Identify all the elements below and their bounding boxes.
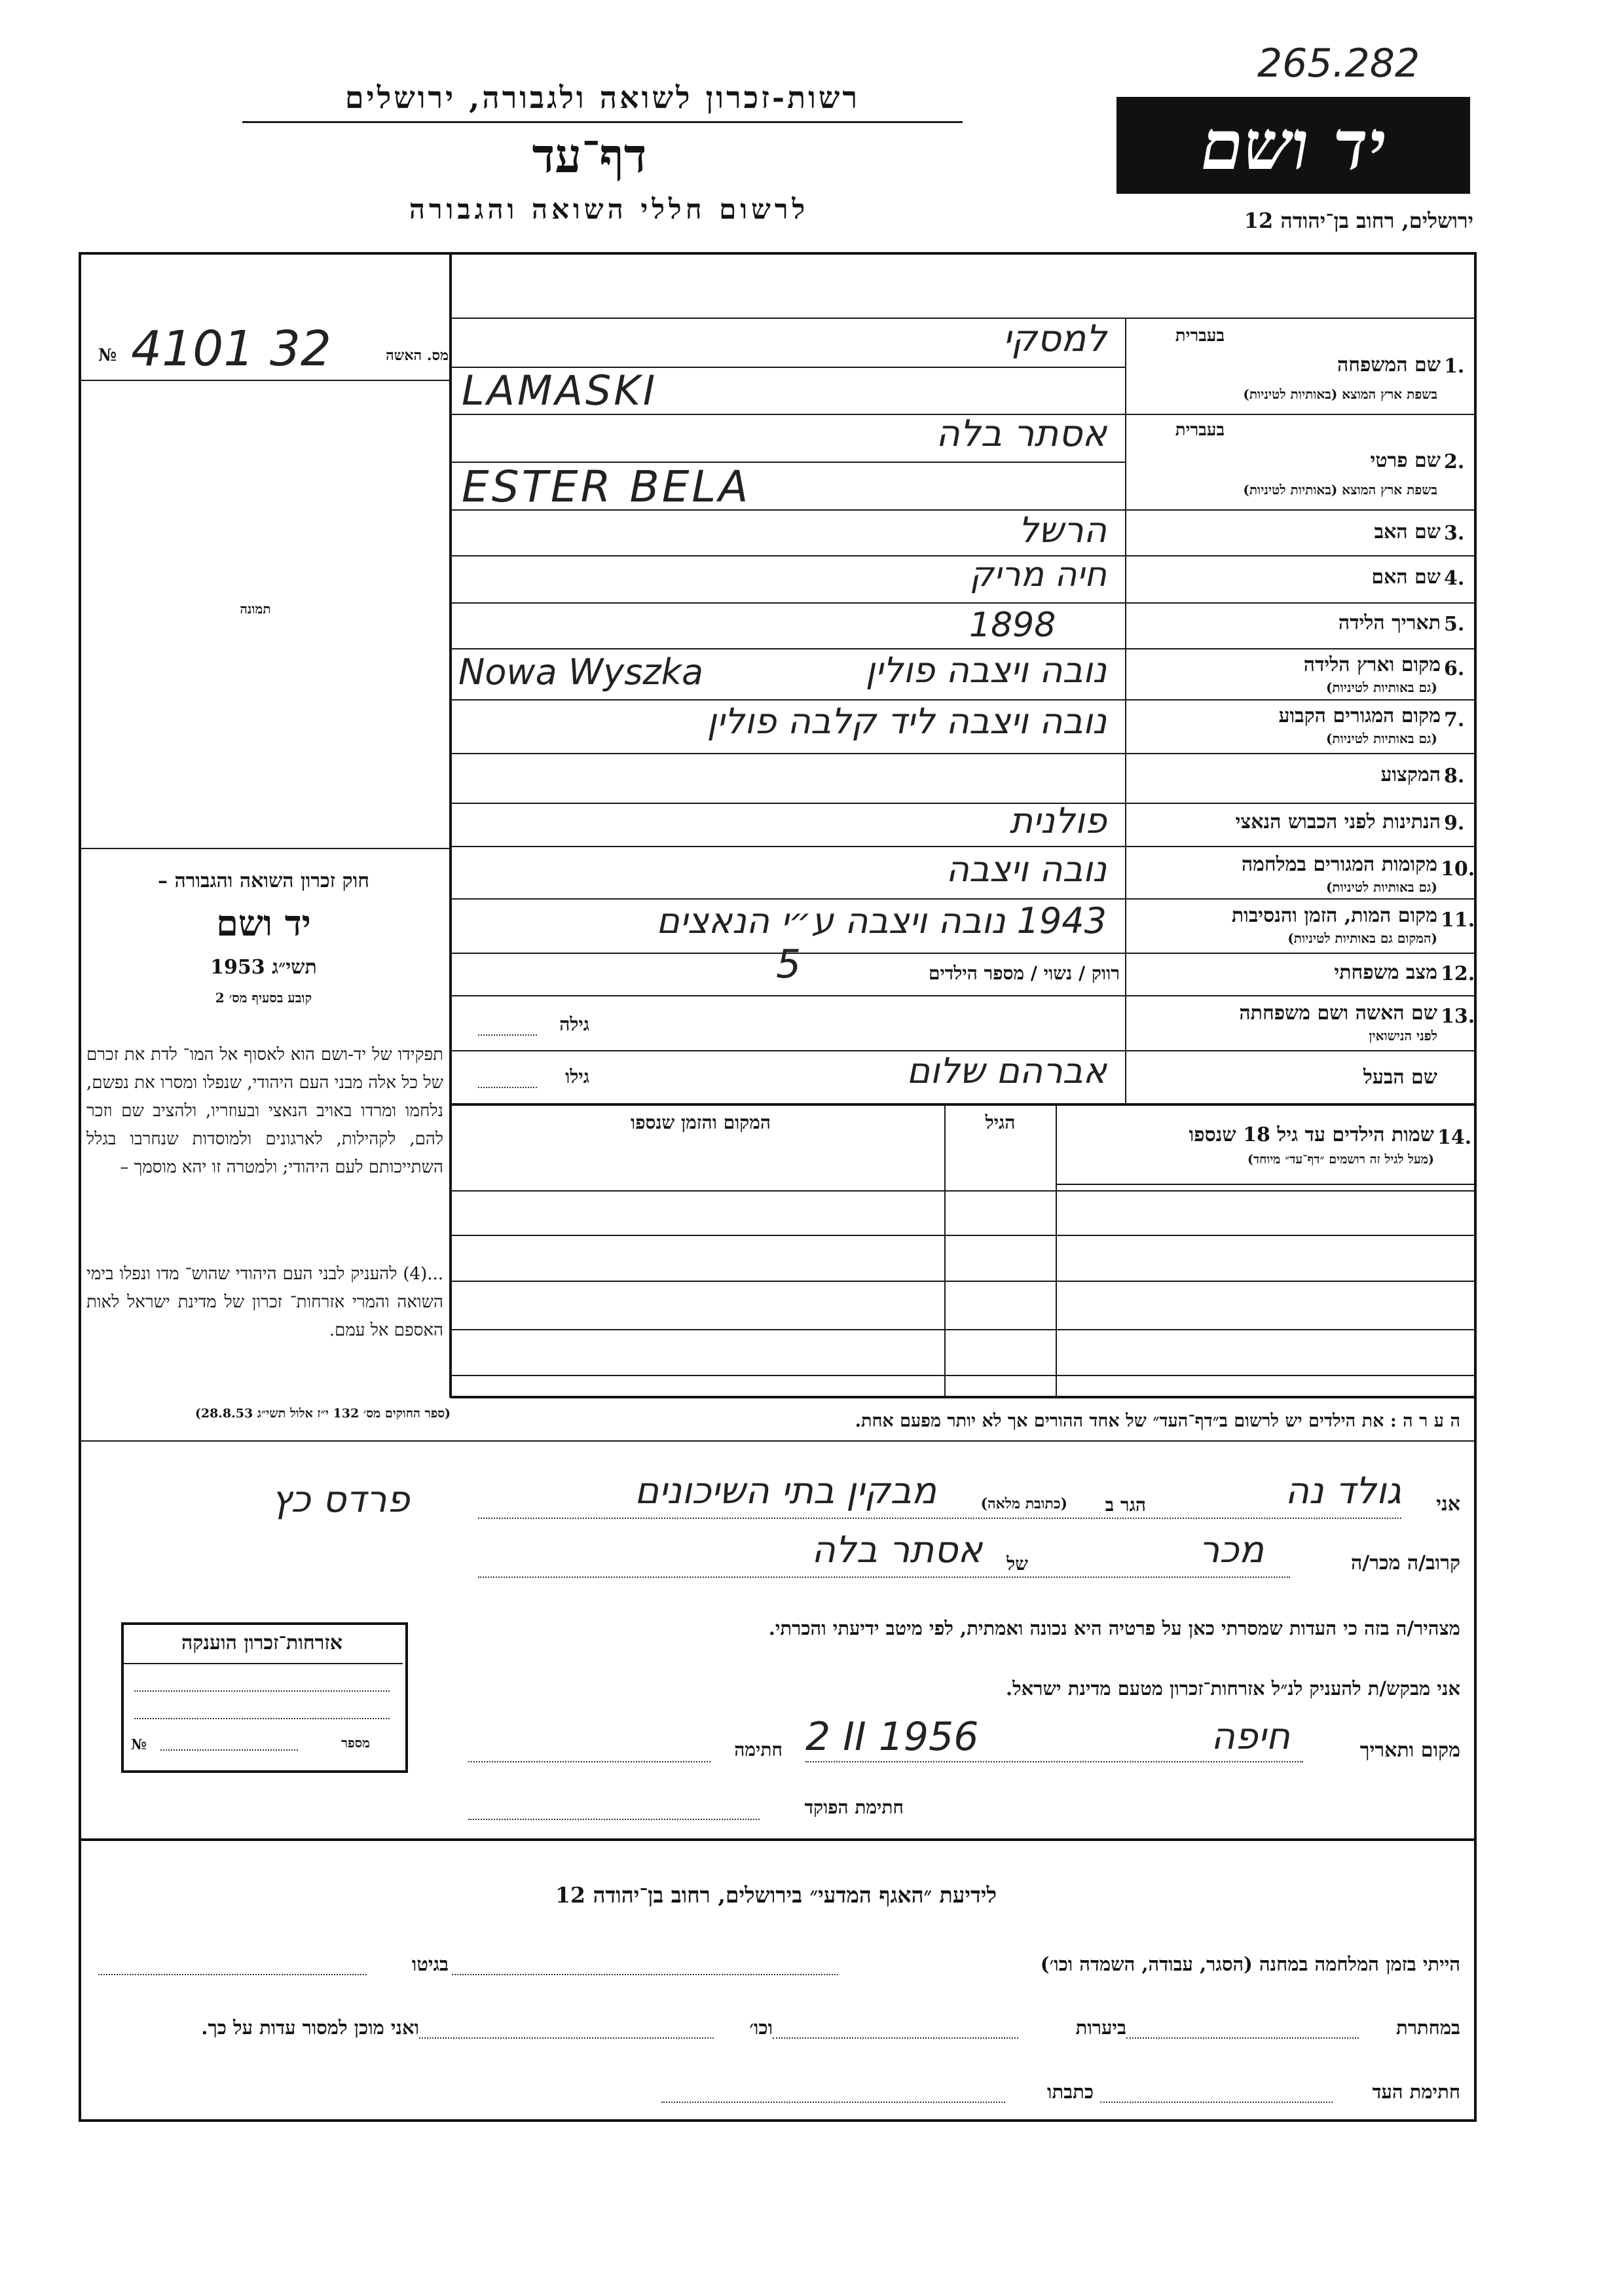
field-13-age-label: גילה <box>559 1013 589 1035</box>
field-section-bottom <box>451 1103 1474 1106</box>
logo-text: יד ושם <box>1200 105 1386 185</box>
children-row-5 <box>451 1375 1474 1376</box>
file-number: 4101 32 <box>131 321 332 377</box>
field-7-rule <box>451 753 1474 754</box>
field-12-number: 12. <box>1441 962 1475 985</box>
field-1-label: שם המשפחה <box>1337 354 1441 376</box>
certificate-line-1 <box>134 1690 390 1692</box>
bottom-line-2-blank-c <box>419 2037 714 2039</box>
frame-right <box>1474 252 1477 2121</box>
field-13-label: שם האשה ושם משפחתה <box>1239 1002 1437 1025</box>
field-9-value: פולנית <box>1009 800 1107 841</box>
certificate-number-label: מספר <box>341 1735 370 1751</box>
date-value: 2 II 1956 <box>805 1714 979 1760</box>
form-subtitle: לרשום חללי השואה והגבורה <box>409 193 809 225</box>
left-column-divider <box>449 252 452 1398</box>
field-2-sub: בשפת ארץ המוצא (באותיות לטיניות) <box>1243 482 1437 498</box>
declaration-address-label: (כתובת מלאה) <box>980 1495 1067 1512</box>
field-6-value-latin: Nowa Wyszka <box>458 651 704 693</box>
children-table-bottom <box>451 1396 1474 1398</box>
field-3-value: הרשל <box>1018 509 1107 551</box>
bottom-line-2-blank-a <box>1126 2037 1359 2039</box>
file-no-prefix: № <box>98 346 117 365</box>
bottom-line-3-b: כתבתו <box>1047 2081 1094 2103</box>
bottom-line-1-label: הייתי בזמן המלחמה במחנה (הסגר, עבודה, השמדה וכו׳) <box>1040 1953 1460 1975</box>
bottom-line-1-blank <box>452 1974 838 1975</box>
field-11-sub: (המקום גם באותיות לטיניות) <box>1287 930 1437 946</box>
field-5-value: 1898 <box>969 606 1056 645</box>
field-6-number: 6. <box>1444 657 1465 680</box>
frame-top <box>79 252 1477 255</box>
field-2-label: שם פרטי <box>1370 449 1441 472</box>
certificate-title: אזרחות־זכרון הוענקה <box>181 1631 343 1654</box>
field-5-label: תאריך הלידה <box>1338 611 1441 634</box>
law-clause: קובע בסעיף מס׳ 2 <box>215 990 312 1006</box>
field-11-rule <box>451 953 1474 954</box>
husband-label: שם הבעל <box>1363 1066 1437 1089</box>
children-col-divider-2 <box>944 1104 946 1396</box>
children-header-names-sub: (מעל לגיל זה רושמים ״דף־עד״ מיוחד) <box>1247 1152 1434 1167</box>
certificate-title-rule <box>124 1663 403 1664</box>
children-row-4 <box>451 1329 1474 1330</box>
field-9-label: הנתינות לפני הכבוש הנאצי <box>1235 811 1441 833</box>
field-7-sub: (גם באותיות לטיניות) <box>1325 731 1437 746</box>
children-col-divider-1 <box>1056 1104 1057 1396</box>
field-6-label: מקום וארץ הלידה <box>1303 653 1441 676</box>
field-1-hebrew-tag: בעברית <box>1175 326 1225 346</box>
law-title: חוק זכרון השואה והגבורה – <box>158 869 369 892</box>
bottom-title: לידיעת ״האגף המדעי״ בירושלים, רחוב בן־יהודה 12 <box>555 1882 997 1908</box>
field-10-number: 10. <box>1441 858 1475 881</box>
children-row-1 <box>451 1190 1474 1192</box>
field-11-number: 11. <box>1441 909 1475 932</box>
signature-line <box>468 1761 710 1762</box>
document-number: 265.282 <box>1257 41 1420 86</box>
field-4-rule <box>451 602 1474 604</box>
field-3-number: 3. <box>1444 522 1465 545</box>
bottom-line-2-blank-b <box>773 2037 1018 2039</box>
file-number-rule <box>80 380 449 381</box>
field-12-rule <box>451 995 1474 996</box>
field-13-age-line <box>478 1034 537 1036</box>
children-header-names: שמות הילדים עד גיל 18 שנספו <box>1189 1123 1434 1146</box>
label-column-divider <box>1125 318 1126 1103</box>
children-header-rule <box>1056 1184 1474 1185</box>
field-9-rule <box>451 846 1474 847</box>
bottom-line-3-blank-a <box>1100 2102 1333 2103</box>
bottom-line-2-a: במחתרת <box>1396 2016 1460 2039</box>
declaration-i-am: אני <box>1436 1493 1460 1516</box>
declarant-address: מבקין בתי השיכונים <box>635 1470 936 1512</box>
field-7-number: 7. <box>1444 708 1465 731</box>
husband-age-line <box>478 1087 537 1088</box>
yad-vashem-logo <box>1116 97 1470 194</box>
file-number-label: מס. האשה <box>386 347 449 364</box>
field-6-value-hebrew: נובה ויצבה פולין <box>865 649 1107 691</box>
field-10-value: נובה ויצבה <box>946 848 1107 890</box>
field-2-value-hebrew: אסתר בלה <box>936 412 1107 455</box>
field-10-rule <box>451 898 1474 900</box>
field-1-value-latin: LAMASKI <box>462 367 658 414</box>
place-date-label: מקום ותאריך <box>1359 1739 1460 1762</box>
field-3-label: שם האב <box>1374 520 1441 543</box>
certificate-number-line <box>160 1749 298 1751</box>
of-label: של <box>1006 1553 1028 1575</box>
field-1-value-hebrew: למסקי <box>1003 318 1107 360</box>
bottom-line-3-a: חתימת העד <box>1372 2081 1460 2103</box>
children-row-2 <box>451 1235 1474 1236</box>
field-4-label: שם האם <box>1371 566 1441 589</box>
bottom-line-2-c: וכו׳ <box>749 2016 773 2039</box>
law-text: תפקידו של יד-ושם הוא לאסוף אל המו־ לדת את זכרם של כל אלה מבני העם היהודי, שנפלו ומסרו את נפשם, נלחמו ומרדו באויב הנאצי ובעוזריו, ולהציב שם וזכר להם, לקהילות, לארגונים ולמוסדות שנחרבו בגלל השתייכותם לעם היהודי; ולמטרה זו יהא מוסמך – <box>86 1045 443 1177</box>
frame-bottom <box>79 2119 1477 2122</box>
husband-value: אברהם שלום <box>906 1050 1107 1091</box>
declaration-line-1 <box>478 1518 1401 1519</box>
law-citation: (ספר החוקים מס׳ 132 י״ז אלול תשי״ג 28.8.53) <box>194 1406 451 1421</box>
declaration-side-note: פרדס כץ <box>271 1478 410 1521</box>
declaration-statement-1: מצהיר/ה בזה כי העדות שמסרתי כאן על פרטיה היא נכונה ואמתית, לפי מיטב ידיעתי והכרתי. <box>768 1617 1460 1639</box>
law-text-2: ...(4) להעניק לבני העם היהודי שהוש־ מדו ונפלו בימי השואה והמרי אזרחות־ זכרון של מדינת ישראל לאות האספם אל עמם. <box>86 1264 443 1340</box>
field-4-value: חיה מריק <box>969 555 1107 594</box>
bottom-line-1-tail: בגיטו <box>411 1953 449 1975</box>
field-10-label: מקומות המגורים במלחמה <box>1241 853 1437 876</box>
field-12-children-count: 5 <box>776 941 802 987</box>
declaration-line-2 <box>478 1576 1290 1578</box>
place-value: חיפה <box>1211 1715 1290 1758</box>
declaration-note-rule <box>80 1440 1474 1442</box>
bottom-line-2-b: ביערות <box>1075 2016 1126 2039</box>
field-7-label: מקום המגורים הקבוע <box>1278 704 1441 727</box>
field-1-number: 1. <box>1444 355 1465 378</box>
relation-value: מכר <box>1198 1529 1264 1571</box>
declaration-statement-2: אני מבקש/ת להעניק לנ״ל אזרחות־זכרון מטעם מדינת ישראל. <box>1006 1677 1460 1700</box>
field-2-number: 2. <box>1444 450 1465 473</box>
institution-underline <box>242 121 963 123</box>
field-12-label: מצב משפחתי <box>1334 961 1437 984</box>
husband-age-label: גילו <box>565 1066 589 1087</box>
officer-signature-line <box>468 1819 760 1820</box>
field-6-sub: (גם באותיות לטיניות) <box>1325 680 1437 695</box>
declarant-name: גולד נה <box>1285 1470 1401 1512</box>
field-10-sub: (גם באותיות לטיניות) <box>1325 879 1437 895</box>
institution-name: רשות-זכרון לשואה ולגבורה, ירושלים <box>344 80 860 115</box>
field-1-sub: בשפת ארץ המוצא (באותיות לטיניות) <box>1243 386 1437 402</box>
officer-signature-label: חתימת הפוקד <box>804 1796 904 1818</box>
field-13-number: 13. <box>1441 1005 1475 1028</box>
declaration-bottom-rule <box>80 1838 1474 1841</box>
field-2-hebrew-tag: בעברית <box>1175 420 1225 440</box>
header-address: ירושלים, רחוב בן־יהודה 12 <box>1244 208 1473 233</box>
field-9-number: 9. <box>1444 812 1465 835</box>
declaration-note: ה ע ר ה : את הילדים יש לרשום ב״דף־העד״ של אחד ההורים אך לא יותר מפעם אחת. <box>855 1411 1460 1431</box>
field-8-number: 8. <box>1444 765 1465 788</box>
signature-label: חתימה <box>734 1739 783 1760</box>
field-13-sub: לפני הנישואין <box>1369 1028 1437 1044</box>
place-date-line <box>805 1761 1303 1762</box>
certificate-line-2 <box>134 1718 390 1719</box>
photo-label: תמונה <box>240 601 271 617</box>
field-8-label: המקצוע <box>1380 763 1441 786</box>
law-name: יד ושם <box>216 902 311 944</box>
children-number: 14. <box>1437 1126 1472 1149</box>
relative-name: אסתר בלה <box>811 1529 982 1571</box>
bottom-line-2-d: ואני מוכן למסור עדות על כך. <box>201 2016 419 2039</box>
children-header-place: המקום והזמן שנספו <box>631 1112 771 1133</box>
children-row-3 <box>451 1281 1474 1282</box>
field-11-label: מקום המות, הזמן והנסיבות <box>1231 904 1437 927</box>
field-4-number: 4. <box>1444 567 1465 590</box>
bottom-line-3-blank-b <box>661 2102 1005 2103</box>
field-7-value: נובה ויצבה ליד קלבה פולין <box>707 701 1107 742</box>
certificate-no-prefix: № <box>131 1736 147 1753</box>
declaration-resident-of: הגר ב <box>1105 1494 1146 1516</box>
field-2-value-latin: ESTER BELA <box>462 462 751 512</box>
law-year: תשי״ג 1953 <box>210 956 317 979</box>
children-header-age: הגיל <box>985 1112 1016 1133</box>
field-5-number: 5. <box>1444 613 1465 636</box>
field-12-options: רווק / נשוי / מספר הילדים <box>928 962 1120 984</box>
field-11-value: 1943 נובה ויצבה ע״י הנאצים <box>656 900 1107 941</box>
bottom-line-1-tail-blank <box>98 1974 367 1975</box>
relative-label: קרוב/ה מכר/ה <box>1351 1552 1460 1575</box>
photo-box-bottom <box>80 848 449 849</box>
form-title: דף־עד <box>532 128 647 183</box>
